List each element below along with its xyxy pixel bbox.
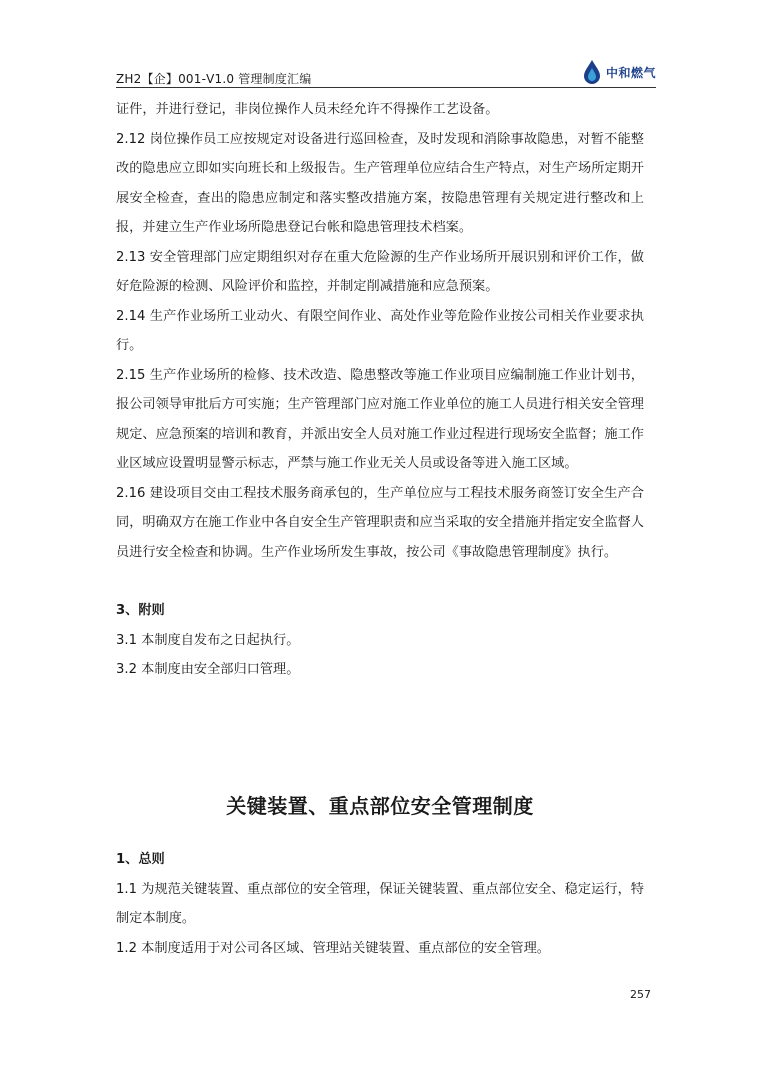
paragraph: 证件，并进行登记，非岗位操作人员未经允许不得操作工艺设备。: [116, 102, 499, 117]
company-logo: [581, 58, 656, 86]
clause-2-14: 2.14 生产作业场所工业动火、有限空间作业、高处作业等危险作业按公司相关作业要求执行。: [116, 308, 644, 353]
clause-1-1: 1.1 为规范关键装置、重点部位的安全管理，保证关键装置、重点部位安全、稳定运行，特制定本制度。: [116, 881, 644, 926]
section-heading-3: 3、附则: [116, 603, 165, 618]
header-divider: [116, 87, 656, 88]
document-code: ZH2【企】001-V1.0 管理制度汇编: [116, 72, 312, 86]
section-title: 关键装置、重点部位安全管理制度: [226, 794, 534, 818]
clause-2-13: 2.13 安全管理部门应定期组织对存在重大危险源的生产作业场所开展识别和评价工作，做好危险源的检测、风险评价和监控，并制定削减措施和应急预案。: [116, 249, 644, 294]
page-number: 257: [630, 988, 651, 1001]
water-drop-flame-icon: [581, 59, 603, 85]
clause-3-2: 3.2 本制度由安全部归口管理。: [116, 662, 300, 677]
document-body: [116, 95, 644, 685]
clause-2-16: 2.16 建设项目交由工程技术服务商承包的，生产单位应与工程技术服务商签订安全生产合同，明确双方在施工作业中各自安全生产管理职责和应当采取的安全措施并指定安全监督人员进行安全检查和协调。生产作业场所发生事故，按公司《事故隐患管理制度》执行。: [116, 485, 644, 560]
section-heading-1: 1、总则: [116, 852, 165, 867]
document-body-2: [116, 845, 644, 963]
clause-2-12: 2.12 岗位操作员工应按规定对设备进行巡回检查，及时发现和消除事故隐患，对暂不能整改的隐患应立即如实向班长和上级报告。生产管理单位应结合生产特点，对生产场所定期开展安全检查，查出的隐患应制定和落实整改措施方案，按隐患管理有关规定进行整改和上报，并建立生产作业场所隐患登记台帐和隐患管理技术档案。: [116, 131, 644, 235]
page-header: [116, 58, 656, 88]
clause-3-1: 3.1 本制度自发布之日起执行。: [116, 632, 300, 648]
clause-1-2: 1.2 本制度适用于对公司各区域、管理站关键装置、重点部位的安全管理。: [116, 940, 550, 956]
clause-2-15: 2.15 生产作业场所的检修、技术改造、隐患整改等施工作业项目应编制施工作业计划书，报公司领导审批后方可实施；生产管理部门应对施工作业单位的施工人员进行相关安全管理规定、应急预案的培训和教育，并派出安全人员对施工作业过程进行现场安全监督；施工作业区域应设置明显警示标志，严禁与施工作业无关人员或设备等进入施工区域。: [116, 367, 644, 471]
logo-text: 中和燃气: [605, 65, 656, 80]
